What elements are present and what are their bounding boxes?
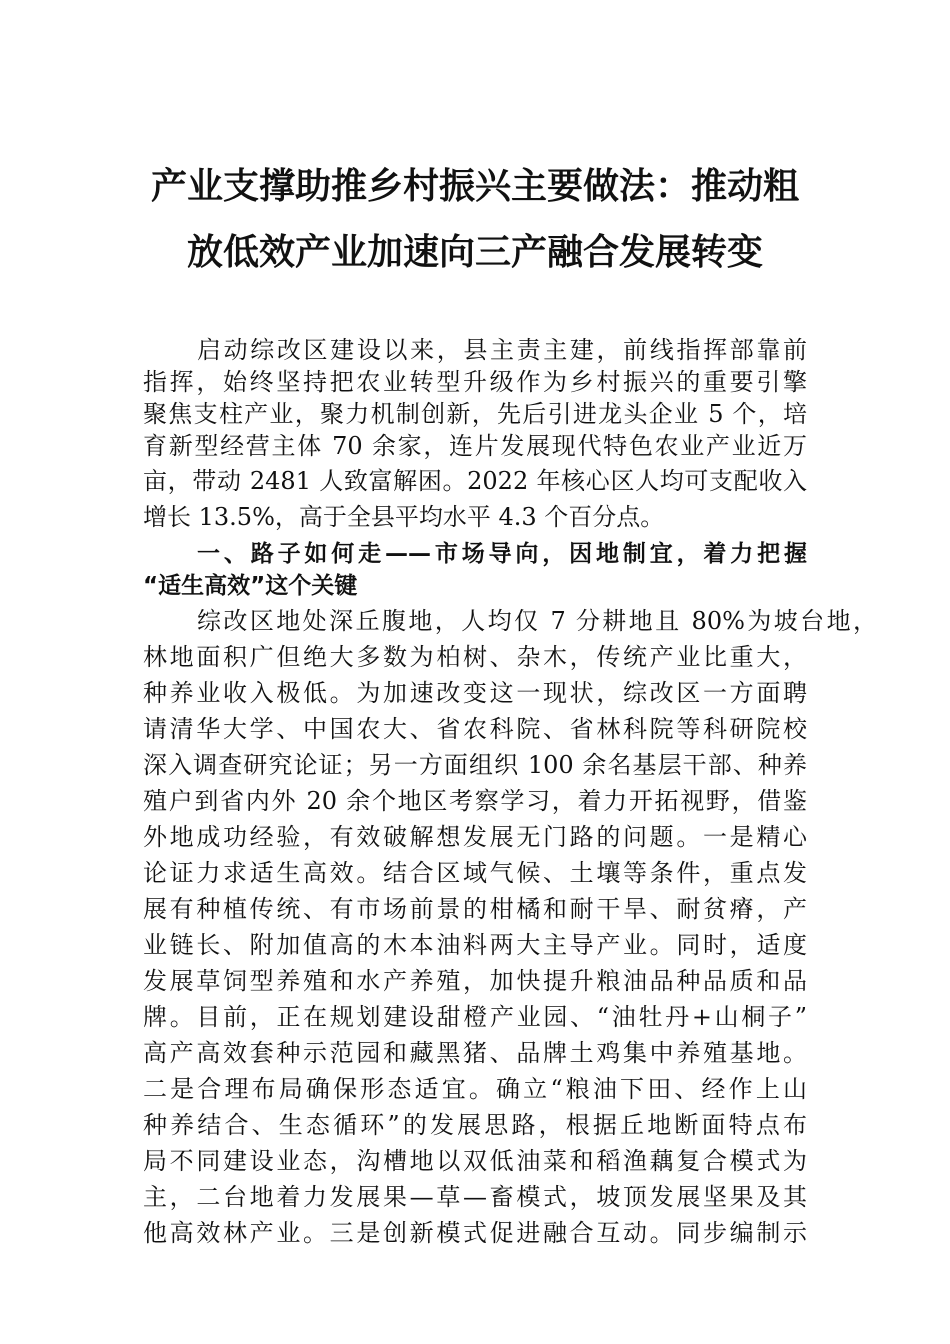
paragraph-2-line: 业链长、附加值高的木本油料两大主导产业。同时，适度	[143, 931, 807, 959]
paragraph-1-line: 聚焦支柱产业，聚力机制创新，先后引进龙头企业 5 个，培	[143, 400, 807, 428]
paragraph-1-line: 育新型经营主体 70 余家，连片发展现代特色农业产业近万	[143, 432, 807, 460]
paragraph-1-line: 增长 13.5%，高于全县平均水平 4.3 个百分点。	[143, 503, 665, 531]
paragraph-2-line: 请清华大学、中国农大、省农科院、省林科院等科研院校	[143, 715, 807, 743]
paragraph-2-line: 发展草饲型养殖和水产养殖，加快提升粮油品种品质和品	[143, 967, 807, 995]
paragraph-2-line: 外地成功经验，有效破解想发展无门路的问题。一是精心	[143, 823, 807, 851]
paragraph-2-line: 种养业收入极低。为加速改变这一现状，综改区一方面聘	[143, 679, 807, 707]
paragraph-1-line: 指挥，始终坚持把农业转型升级作为乡村振兴的重要引擎	[143, 368, 807, 396]
document-title-line-1: 产业支撑助推乡村振兴主要做法：推动粗	[150, 165, 799, 207]
paragraph-1-line: 启动综改区建设以来，县主责主建，前线指挥部靠前	[197, 336, 807, 364]
section-heading-line: 一、路子如何走——市场导向，因地制宜，着力把握	[197, 541, 807, 567]
paragraph-2-line: 主，二台地着力发展果—草—畜模式，坡顶发展坚果及其	[143, 1183, 807, 1211]
paragraph-2-line: 殖户到省内外 20 余个地区考察学习，着力开拓视野，借鉴	[143, 787, 807, 815]
paragraph-2-line: 局不同建设业态，沟槽地以双低油菜和稻渔藕复合模式为	[143, 1147, 807, 1175]
paragraph-2-line: 他高效林产业。三是创新模式促进融合互动。同步编制示	[143, 1219, 807, 1247]
paragraph-2-line: 展有种植传统、有市场前景的柑橘和耐干旱、耐贫瘠，产	[143, 895, 807, 923]
section-heading-line: “适生高效”这个关键	[143, 573, 358, 599]
paragraph-2-line: 综改区地处深丘腹地，人均仅 7 分耕地且 80%为坡台地，	[197, 607, 877, 635]
document-title-line-2: 放低效产业加速向三产融合发展转变	[186, 231, 763, 273]
paragraph-2-line: 高产高效套种示范园和藏黑猪、品牌土鸡集中养殖基地。	[143, 1039, 807, 1067]
paragraph-2-line: 二是合理布局确保形态适宜。确立“粮油下田、经作上山	[143, 1075, 807, 1103]
paragraph-2-line: 牌。目前，正在规划建设甜橙产业园、“油牡丹+山桐子”	[143, 1003, 807, 1031]
paragraph-2-line: 论证力求适生高效。结合区域气候、土壤等条件，重点发	[143, 859, 807, 887]
paragraph-2-line: 林地面积广但绝大多数为柏树、杂木，传统产业比重大，	[143, 643, 807, 671]
paragraph-1-line: 亩，带动 2481 人致富解困。2022 年核心区人均可支配收入	[143, 467, 807, 495]
paragraph-2-line: 种养结合、生态循环”的发展思路，根据丘地断面特点布	[143, 1111, 807, 1139]
paragraph-2-line: 深入调查研究论证；另一方面组织 100 余名基层干部、种养	[143, 751, 807, 779]
